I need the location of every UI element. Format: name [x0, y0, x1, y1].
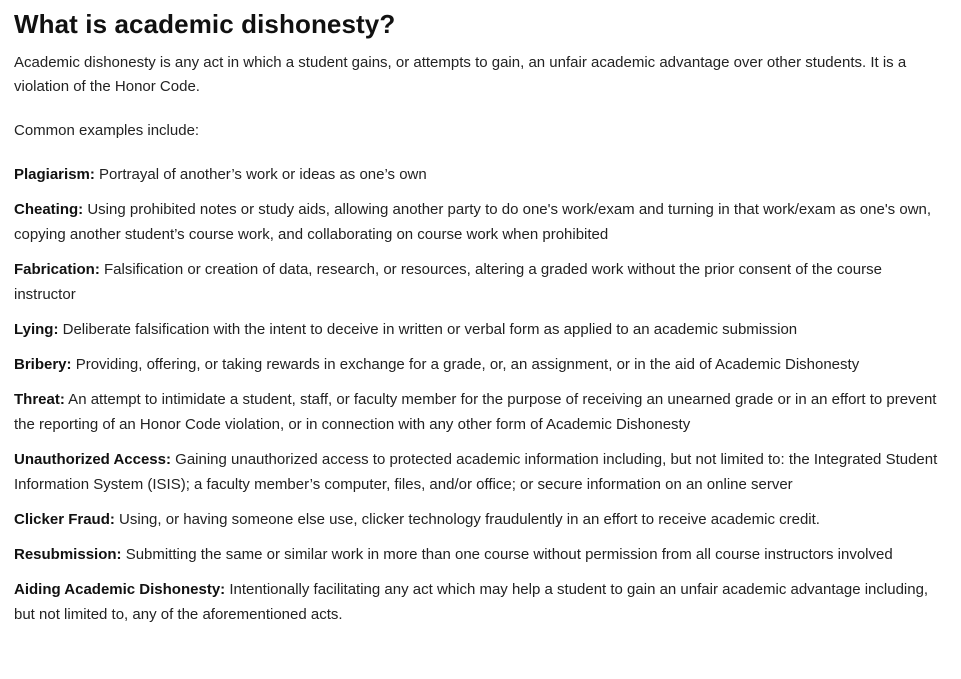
example-item-resubmission: [14, 542, 947, 567]
example-term: Cheating:: [14, 201, 84, 218]
example-description: Using, or having someone else use, clicker technology fraudulently in an effort to receive academic credit.: [114, 511, 820, 528]
intro-paragraph: Academic dishonesty is any act in which a student gains, or attempts to gain, an unfair academic advantage over other students. It is a violation of the Honor Code.: [14, 54, 907, 95]
example-term: Fabrication:: [14, 261, 100, 278]
example-term: Aiding Academic Dishonesty:: [14, 581, 226, 598]
example-item-plagiarism: [14, 162, 947, 187]
example-description: Falsification or creation of data, research, or resources, altering a graded work without the prior consent of the course instructor: [14, 261, 882, 303]
examples-list: [14, 162, 947, 627]
example-description: Submitting the same or similar work in more than one course without permission from all course instructors involved: [121, 546, 893, 563]
example-term: Plagiarism:: [14, 166, 95, 183]
example-item-unauthorized-access: [14, 447, 947, 497]
example-term: Resubmission:: [14, 546, 122, 563]
example-item-aiding-academic-dishonesty: [14, 577, 947, 627]
example-description: Deliberate falsification with the intent to deceive in written or verbal form as applied to an academic submission: [58, 321, 798, 338]
page-title: What is academic dishonesty?: [14, 9, 396, 39]
examples-lead: Common examples include:: [14, 122, 200, 139]
example-item-lying: [14, 317, 947, 342]
example-description: Portrayal of another’s work or ideas as one’s own: [94, 166, 427, 183]
example-item-fabrication: [14, 257, 947, 307]
example-item-cheating: [14, 197, 947, 247]
example-description: An attempt to intimidate a student, staff, or faculty member for the purpose of receiving an unearned grade or in an effort to prevent the reporting of an Honor Code violation, or in connection with any other form of Academic Dishonesty: [14, 391, 937, 433]
example-term: Threat:: [14, 391, 65, 408]
example-item-clicker-fraud: [14, 507, 947, 532]
example-term: Unauthorized Access:: [14, 451, 171, 468]
example-description: Using prohibited notes or study aids, allowing another party to do one's work/exam and turning in that work/exam as one's own, copying another student’s course work, and collaborating on course work when prohibited: [14, 201, 932, 243]
example-term: Clicker Fraud:: [14, 511, 115, 528]
example-term: Bribery:: [14, 356, 72, 373]
example-term: Lying:: [14, 321, 59, 338]
example-item-bribery: [14, 352, 947, 377]
example-description: Providing, offering, or taking rewards in exchange for a grade, or, an assignment, or in the aid of Academic Dishonesty: [71, 356, 860, 373]
example-description: Gaining unauthorized access to protected academic information including, but not limited to: the Integrated Student Information System (ISIS); a faculty member’s computer, files, and/or office; or secure information on an online server: [14, 451, 938, 493]
example-description: Intentionally facilitating any act which may help a student to gain an unfair academic advantage including, but not limited to, any of the aforementioned acts.: [14, 581, 929, 623]
example-item-threat: [14, 387, 947, 437]
